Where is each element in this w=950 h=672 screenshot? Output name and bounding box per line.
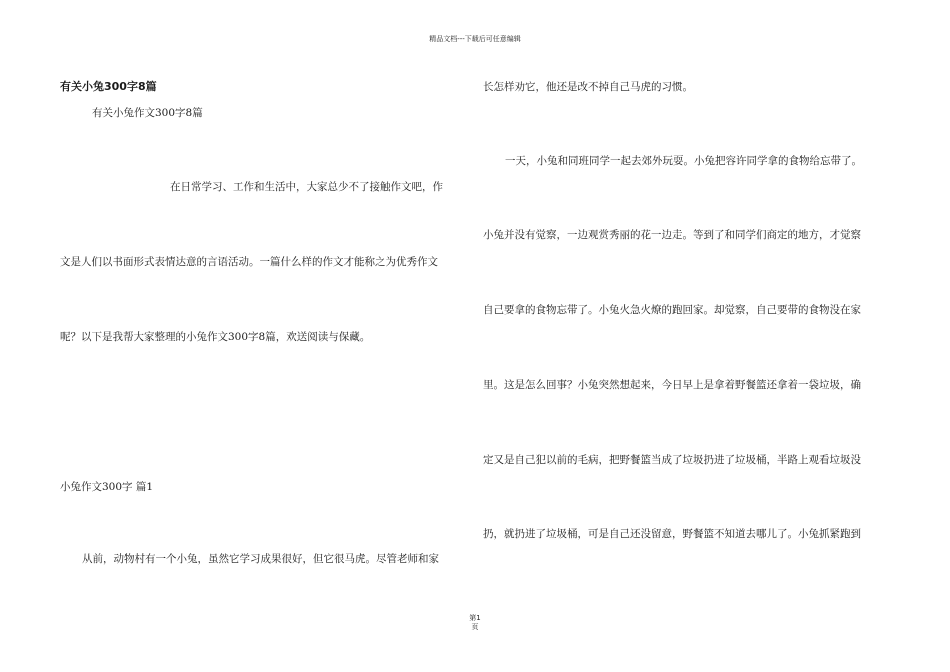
right-line-5: 里。这是怎么回事？小兔突然想起来，今日早上是拿着野餐篮还拿着一袋垃圾，确 (483, 379, 861, 391)
right-line-4: 自己要拿的食物忘带了。小兔火急火燎的跑回家。却觉察，自己要带的食物没在家 (483, 304, 861, 316)
header-note: 精品文档---下载后可任意编辑 (429, 35, 521, 43)
body-line: 从前，动物村有一个小兔，虽然它学习成果很好，但它很马虎。尽管老师和家 (82, 553, 439, 565)
document-subtitle: 有关小兔作文300字8篇 (92, 107, 203, 119)
intro-line-3: 呢？以下是我帮大家整理的小兔作文300字8篇，欢送阅读与保藏。 (60, 331, 371, 343)
section-heading: 小兔作文300字 篇1 (60, 481, 154, 493)
right-line-1: 长怎样劝它，他还是改不掉自己马虎的习惯。 (483, 81, 693, 93)
right-line-3: 小兔并没有觉察，一边观赏秀丽的花一边走。等到了和同学们商定的地方，才觉察 (483, 229, 861, 241)
page-number (0, 614, 950, 632)
right-line-6: 定又是自己犯以前的毛病，把野餐篮当成了垃圾扔进了垃圾桶，半路上观看垃圾没 (483, 454, 861, 466)
intro-line-1: 在日常学习、工作和生活中，大家总少不了接触作文吧，作 (170, 181, 443, 193)
page-number-line-2: 页 (471, 623, 479, 631)
intro-line-2: 文是人们以书面形式表情达意的言语活动。一篇什么样的作文才能称之为优秀作文 (60, 256, 438, 268)
page-number-line-1: 第1 (469, 614, 481, 622)
right-line-7: 扔，就扔进了垃圾桶，可是自己还没留意，野餐篮不知道去哪儿了。小兔抓紧跑到 (483, 528, 861, 540)
right-line-2: 一天，小兔和同班同学一起去郊外玩耍。小兔把容许同学拿的食物给忘带了。 (505, 155, 862, 167)
document-title: 有关小兔300字8篇 (60, 80, 157, 93)
